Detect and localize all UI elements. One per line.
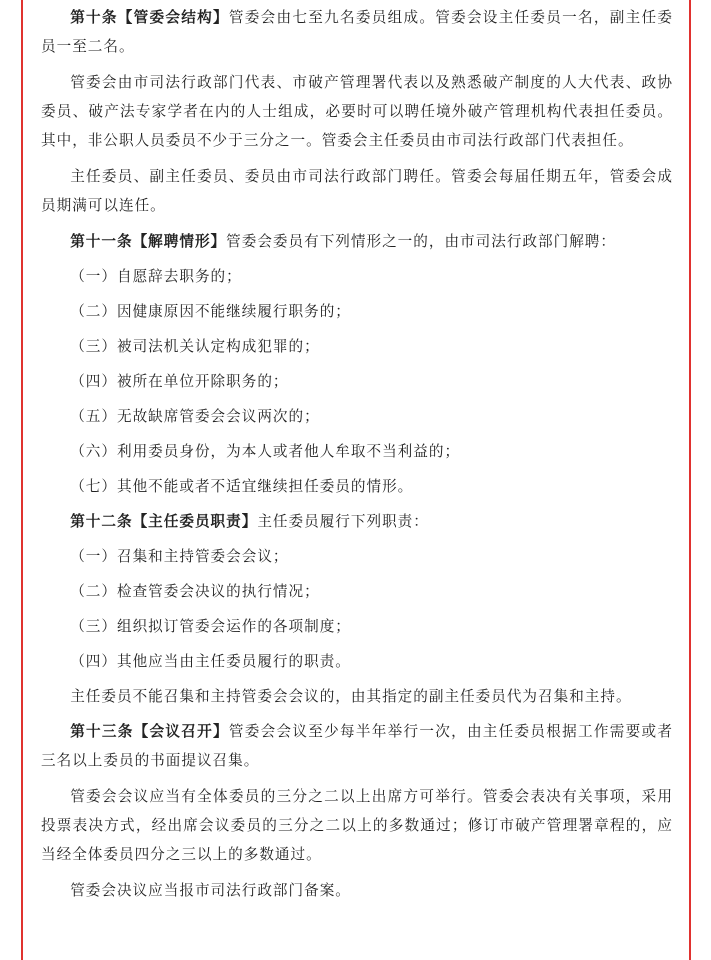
list-item-text: （二）检查管委会决议的执行情况； — [70, 583, 320, 600]
list-item-text: （一）召集和主持管委会会议； — [70, 548, 289, 565]
list-item-text: （五）无故缺席管委会会议两次的； — [70, 408, 320, 425]
list-item-text: （二）因健康原因不能继续履行职务的； — [70, 303, 351, 320]
article-10-title: 第十条【管委会结构】 — [70, 9, 229, 26]
paragraph-text: 主任委员、副主任委员、委员由市司法行政部门聘任。管委会每届任期五年，管委会成员期满可以连任。 — [41, 168, 673, 214]
article-11-title: 第十一条【解聘情形】 — [70, 233, 227, 250]
paragraph — [41, 782, 673, 869]
page-border-left — [21, 0, 23, 960]
paragraph-text: 主任委员不能召集和主持管委会会议的，由其指定的副主任委员代为召集和主持。 — [70, 688, 632, 705]
article-12-title: 第十二条【主任委员职责】 — [70, 513, 258, 530]
paragraph-text: 主任委员履行下列职责： — [257, 513, 429, 530]
list-item — [41, 437, 673, 466]
paragraph-text: 管委会由七至九名委员组成。管委会设主任委员一名，副主任委员一至二名。 — [41, 9, 673, 55]
list-item — [41, 402, 673, 431]
paragraph-article-11 — [41, 227, 673, 256]
paragraph-article-10 — [41, 3, 673, 61]
page-border-right — [689, 0, 691, 960]
paragraph-text: 管委会会议至少每半年举行一次，由主任委员根据工作需要或者三名以上委员的书面提议召集。 — [41, 723, 673, 769]
paragraph-article-12 — [41, 507, 673, 536]
article-13-title: 第十三条【会议召开】 — [70, 723, 229, 740]
list-item — [41, 542, 673, 571]
list-item — [41, 332, 673, 361]
list-item-text: （一）自愿辞去职务的； — [70, 268, 242, 285]
list-item — [41, 647, 673, 676]
list-item-text: （三）被司法机关认定构成犯罪的； — [70, 338, 320, 355]
paragraph-text: 管委会由市司法行政部门代表、市破产管理署代表以及熟悉破产制度的人大代表、政协委员、破产法专家学者在内的人士组成，必要时可以聘任境外破产管理机构代表担任委员。其中，非公职人员委员不少于三分之一。管委会主任委员由市司法行政部门代表担任。 — [41, 74, 673, 149]
paragraph-text: 管委会委员有下列情形之一的，由市司法行政部门解聘： — [226, 233, 616, 250]
list-item — [41, 612, 673, 641]
paragraph-article-13 — [41, 717, 673, 775]
paragraph-text: 管委会会议应当有全体委员的三分之二以上出席方可举行。管委会表决有关事项，采用投票表决方式，经出席会议委员的三分之二以上的多数通过；修订市破产管理署章程的，应当经全体委员四分之三以上的多数通过。 — [41, 788, 673, 863]
list-item — [41, 262, 673, 291]
paragraph — [41, 68, 673, 155]
list-item — [41, 577, 673, 606]
paragraph — [41, 162, 673, 220]
paragraph — [41, 682, 673, 711]
list-item-text: （四）其他应当由主任委员履行的职责。 — [70, 653, 351, 670]
list-item-text: （六）利用委员身份，为本人或者他人牟取不当利益的； — [70, 443, 461, 460]
list-item — [41, 367, 673, 396]
list-item — [41, 472, 673, 501]
list-item-text: （七）其他不能或者不适宜继续担任委员的情形。 — [70, 478, 414, 495]
list-item — [41, 297, 673, 326]
paragraph — [41, 876, 673, 905]
paragraph-text: 管委会决议应当报市司法行政部门备案。 — [70, 882, 351, 899]
list-item-text: （三）组织拟订管委会运作的各项制度； — [70, 618, 351, 635]
document-body — [41, 3, 673, 912]
list-item-text: （四）被所在单位开除职务的； — [70, 373, 289, 390]
